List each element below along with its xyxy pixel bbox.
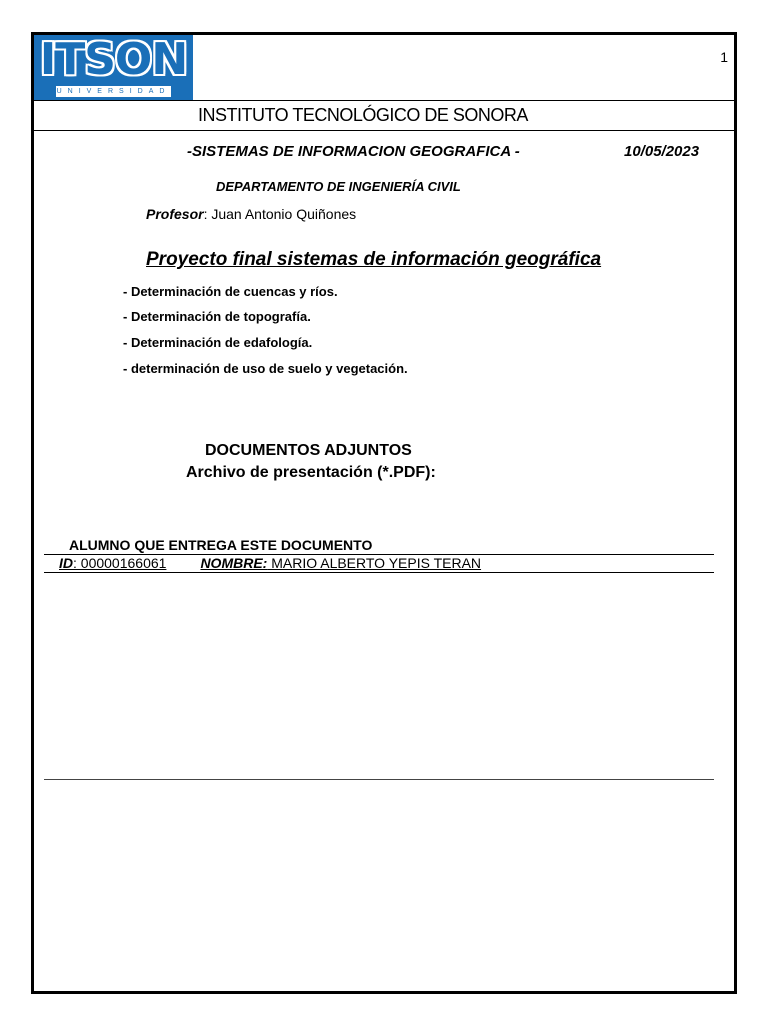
date: 10/05/2023 (624, 143, 700, 160)
divider (34, 130, 734, 131)
attachment-file: Archivo de presentación (*.PDF): (186, 464, 436, 481)
list-item: - Determinación de topografía. (123, 309, 311, 324)
id-label: ID (59, 555, 73, 571)
id-value: : 00000166061 (73, 555, 167, 571)
divider (44, 572, 714, 573)
course-title: -SISTEMAS DE INFORMACION GEOGRAFICA - (187, 143, 520, 160)
professor-name: : Juan Antonio Quiñones (203, 206, 357, 222)
signature-line (44, 779, 714, 780)
student-heading: ALUMNO QUE ENTREGA ESTE DOCUMENTO (69, 537, 373, 553)
name-label: NOMBRE: (200, 555, 268, 571)
logo-subtext: UNIVERSIDAD (56, 88, 171, 95)
list-item: - Determinación de edafología. (123, 335, 313, 350)
institution-name: INSTITUTO TECNOLÓGICO DE SONORA (198, 105, 528, 125)
list-item: - Determinación de cuencas y ríos. (123, 284, 338, 299)
professor-label: Profesor (146, 206, 204, 222)
project-title: Proyecto final sistemas de información geográfica (146, 249, 602, 270)
itson-logo (34, 35, 193, 100)
divider (34, 100, 734, 101)
list-item: - determinación de uso de suelo y vegetación. (123, 361, 408, 376)
page-number: 1 (720, 49, 728, 65)
attachments-heading: DOCUMENTOS ADJUNTOS (205, 442, 412, 459)
name-value: MARIO ALBERTO YEPIS TERAN (267, 555, 482, 571)
logo-text: ITSON (39, 35, 188, 85)
page-border (31, 32, 737, 994)
department: DEPARTAMENTO DE INGENIERÍA CIVIL (216, 179, 461, 194)
